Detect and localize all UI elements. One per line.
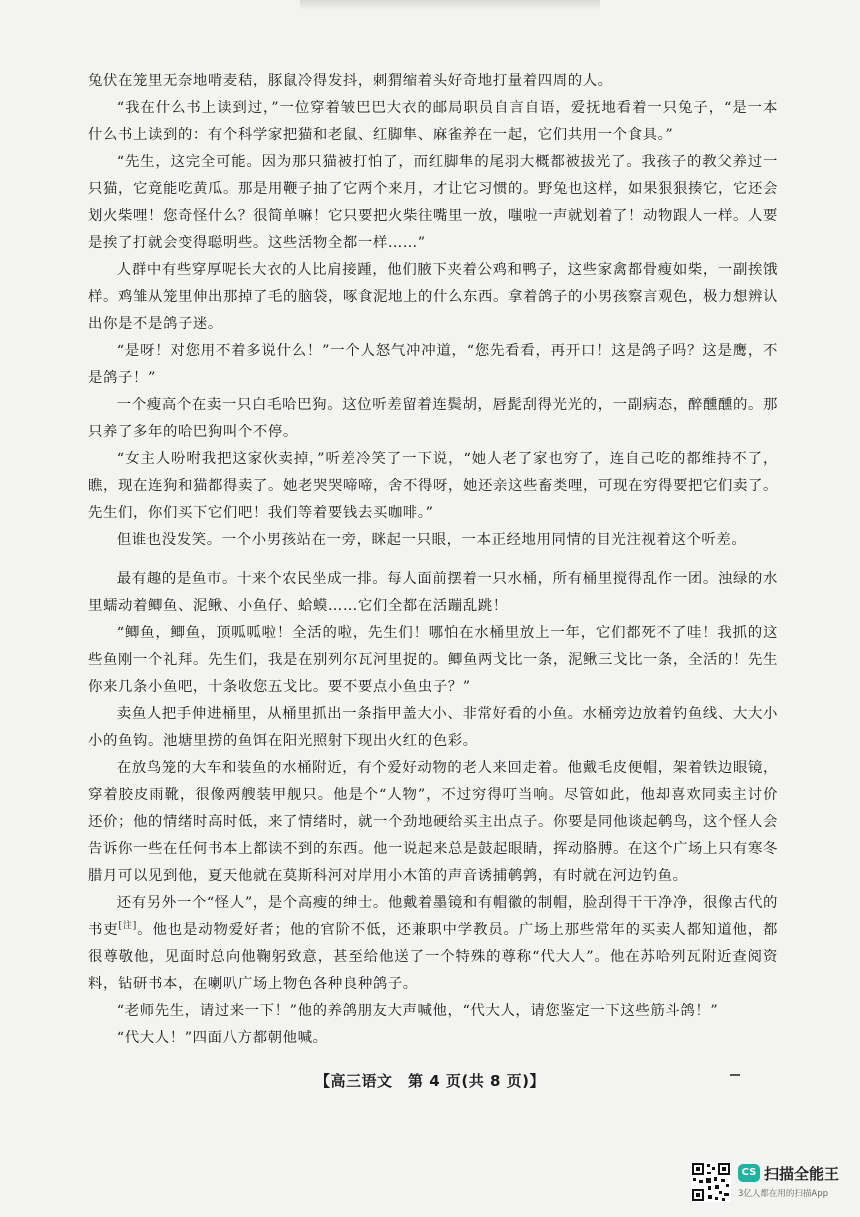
paragraph-text-continued: 。他也是动物爱好者；他的官阶不低，还兼职中学教员。广场上那些常年的买卖人都知道他，都很尊敬他，见面时总向他鞠躬致意，甚至给他送了一个特殊的尊称“代大人”。他在苏哈列瓦附近查阅资料，钻研书本，在喇叭广场上物色各种良种鸽子。	[88, 922, 778, 992]
article-body	[88, 68, 778, 1052]
paragraph: “老师先生，请过来一下！”他的养鸽朋友大声喊他，“代大人，请您鉴定一下这些筋斗鸽！”	[116, 1003, 719, 1019]
paragraph: 但谁也没发笑。一个小男孩站在一旁，眯起一只眼，一本正经地用同情的目光注视着这个听差。	[116, 532, 747, 548]
paragraph: 人群中有些穿厚呢长大衣的人比肩接踵，他们腋下夹着公鸡和鸭子，这些家禽都骨瘦如柴，一副挨饿样。鸡雏从笼里伸出那掉了毛的脑袋，啄食泥地上的什么东西。拿着鸽子的小男孩察言观色，极力想辨认出你是不是鸽子迷。	[88, 262, 778, 332]
scan-mark	[730, 1074, 740, 1076]
paragraph: “鲫鱼，鲫鱼，顶呱呱啦！全活的啦，先生们！哪怕在水桶里放上一年，它们都死不了哇！我抓的这些鱼刚一个礼拜。先生们，我是在别列尔瓦河里捉的。鲫鱼两戈比一条，泥鳅三戈比一条，全活的！先生你来几条小鱼吧，十条收您五戈比。要不要点小鱼虫子？”	[88, 625, 778, 695]
page-footer: 【高三语文 第 4 页(共 8 页)】	[315, 1072, 545, 1090]
paragraph: 一个瘦高个在卖一只白毛哈巴狗。这位听差留着连鬓胡，唇髭刮得光光的，一副病态，醉醺醺的。那只养了多年的哈巴狗叫个不停。	[88, 397, 778, 440]
paragraph: “先生，这完全可能。因为那只猫被打怕了，而红脚隼的尾羽大概都被拔光了。我孩子的教父养过一只猫，它竟能吃黄瓜。那是用鞭子抽了它两个来月，才让它习惯的。野兔也这样，如果狠狠揍它，它还会划火柴哩！您奇怪什么？很简单嘛！它只要把火柴往嘴里一放，嗤啦一声就划着了！动物跟人一样。人要是挨了打就会变得聪明些。这些活物全都一样……”	[88, 154, 778, 251]
paragraph-with-note	[88, 890, 778, 998]
scanner-watermark	[738, 1163, 848, 1203]
watermark-name: 扫描全能王	[764, 1165, 840, 1183]
scan-shadow	[300, 0, 600, 10]
paragraph: 卖鱼人把手伸进桶里，从桶里抓出一条指甲盖大小、非常好看的小鱼。水桶旁边放着钓鱼线、大大小小的鱼钩。池塘里捞的鱼饵在阳光照射下现出火红的色彩。	[88, 706, 778, 749]
watermark-tagline: 3亿人都在用的扫描App	[738, 1189, 829, 1199]
paragraph: “代大人！”四面八方都朝他喊。	[116, 1030, 328, 1046]
paragraph: “我在什么书上读到过，”一位穿着皱巴巴大衣的邮局职员自言自语，爱抚地看着一只兔子，“是一本什么书上读到的：有个科学家把猫和老鼠、红脚隼、麻雀养在一起，它们共用一个食具。”	[88, 100, 778, 143]
paragraph: 最有趣的是鱼市。十来个农民坐成一排。每人面前摆着一只水桶，所有桶里搅得乱作一团。浊绿的水里蠕动着鲫鱼、泥鳅、小鱼仔、蛤蟆……它们全都在活蹦乱跳！	[88, 571, 778, 614]
qr-code-icon	[691, 1162, 731, 1202]
paragraph: 在放鸟笼的大车和装鱼的水桶附近，有个爱好动物的老人来回走着。他戴毛皮便帽，架着铁边眼镜，穿着胶皮雨靴，很像两艘装甲舰只。他是个“人物”，不过穷得叮当响。尽管如此，他却喜欢同卖主讨价还价；他的情绪时高时低，来了情绪时，就一个劲地硬给买主出点子。你要是同他谈起鹌鸟，这个怪人会告诉你一些在任何书本上都读不到的东西。他一说起来总是鼓起眼睛，挥动胳膊。在这个广场上只有寒冬腊月可以见到他，夏天他就在莫斯科河对岸用小木笛的声音诱捕鹌鹑，有时就在河边钓鱼。	[88, 760, 778, 884]
paragraph: “是呀！对您用不着多说什么！”一个人怒气冲冲道，“您先看看，再开口！这是鸽子吗？这是鹰，不是鸽子！”	[88, 343, 778, 386]
paragraph: “女主人吩咐我把这家伙卖掉，”听差冷笑了一下说，“她人老了家也穷了，连自己吃的都维持不了，瞧，现在连狗和猫都得卖了。她老哭哭啼啼，舍不得呀，她还亲这些畜类哩，可现在穷得要把它们卖了。先生们，你们买下它们吧！我们等着要钱去买咖啡。”	[88, 451, 778, 521]
paragraph: 兔伏在笼里无奈地啃麦秸，豚鼠冷得发抖，刺猬缩着头好奇地打量着四周的人。	[88, 73, 613, 89]
footnote-marker: [注]	[118, 921, 137, 932]
cs-logo-icon: CS	[738, 1164, 760, 1182]
paragraph-text: 还有另外一个“怪人”，是个高瘦的绅士。他戴着墨镜和有帽徽的制帽，脸刮得干干净净，很像古代的书吏	[88, 895, 778, 938]
